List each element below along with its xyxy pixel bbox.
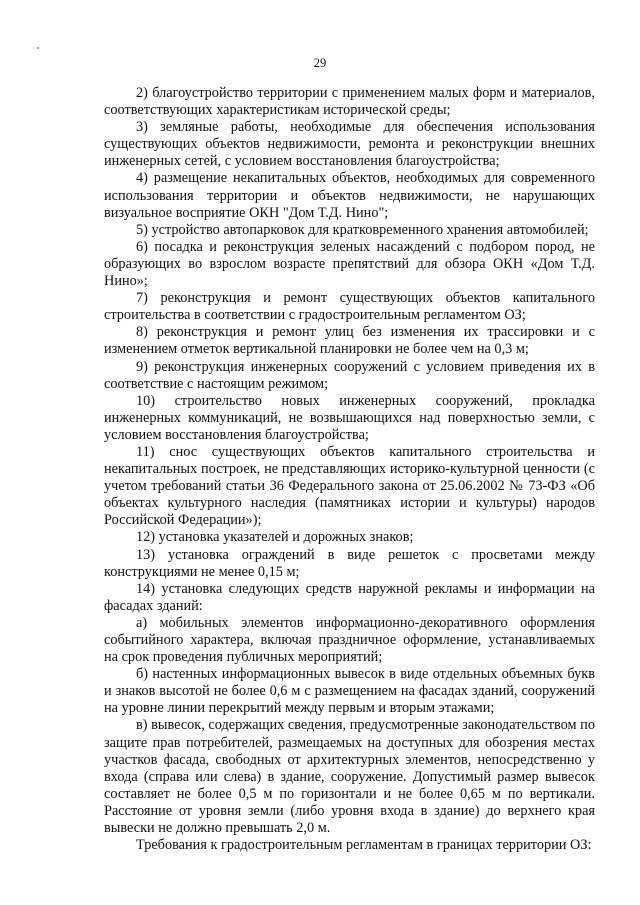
sub-item-b: б) настенных информационных вывесок в виде отдельных объемных букв и знаков высотой не более 0,6 м с размещением на фасадах зданий, сооружений на уровне линии перекрытий между первым и вторым этажами; [104, 666, 595, 717]
page-number: 29 [313, 56, 327, 70]
document-body [104, 85, 595, 854]
list-item-13: 13) установка ограждений в виде решеток с просветами между конструкциями не менее 0,15 м; [104, 546, 595, 580]
sub-item-v: в) вывесок, содержащих сведения, предусмотренные законодательством по защите прав потребителей, размещаемых на доступных для обозрения местах участков фасада, свободных от архитектурных элементов, непосредственно у входа (справа или слева) в здание, сооружение. Допустимый размер вывесок составляет не более 0,5 м по горизонтали и не более 0,65 м по вертикали. Расстояние от уровня земли (либо уровня входа в здание) до верхнего края вывески не должно превышать 2,0 м. [104, 717, 595, 837]
list-item-5: 5) устройство автопарковок для кратковременного хранения автомобилей; [136, 221, 589, 238]
list-item-8: 8) реконструкция и ремонт улиц без изменения их трассировки и с изменением отметок вертикальной планировки не более чем на 0,3 м; [104, 324, 595, 358]
sub-item-a: а) мобильных элементов информационно-декоративного оформления событийного характера, включая праздничное оформление, устанавливаемых на срок проведения публичных мероприятий; [104, 614, 595, 666]
list-item-11: 11) снос существующих объектов капитального строительства и некапитальных построек, не представляющих историко-культурной ценности (с учетом требований статьи 36 Федерального закона от 25.06.2002 № 73-ФЗ «Об объектах культурного наследия (памятниках истории и культуры) народов Российской Федерации»); [104, 443, 595, 529]
list-item-4: 4) размещение некапитальных объектов, необходимых для современного использования территории и объектов недвижимости, не нарушающих визуальное восприятие ОКН "Дом Т.Д. Нино"; [104, 170, 595, 221]
list-item-10: 10) строительство новых инженерных сооружений, прокладка инженерных коммуникаций, не возвышающихся над поверхностью земли, с условием восстановления благоустройства; [104, 392, 595, 443]
section-lead-in: Требования к градостроительным регламентам в границах территории ОЗ: [136, 837, 592, 854]
list-item-3: 3) земляные работы, необходимые для обеспечения использования существующих объектов недвижимости, ремонта и реконструкции внешних инженерных сетей, с условием восстановления благоустройства; [104, 119, 595, 170]
list-item-9: 9) реконструкция инженерных сооружений с условием приведения их в соответствие с настоящим режимом; [104, 358, 595, 392]
list-item-12: 12) установка указателей и дорожных знаков; [136, 529, 414, 546]
scan-speck [37, 47, 39, 49]
list-item-7: 7) реконструкция и ремонт существующих объектов капитального строительства в соответствии с градостроительным регламентом ОЗ; [104, 290, 595, 324]
list-item-2: 2) благоустройство территории с применением малых форм и материалов, соответствующих характеристикам исторической среды; [104, 85, 595, 119]
list-item-6: 6) посадка и реконструкция зеленых насаждений с подбором пород, не образующих во взрослом возрасте препятствий для обзора ОКН «Дом Т.Д. Нино»; [104, 238, 595, 290]
list-item-14: 14) установка следующих средств наружной рекламы и информации на фасадах зданий: [104, 580, 595, 614]
